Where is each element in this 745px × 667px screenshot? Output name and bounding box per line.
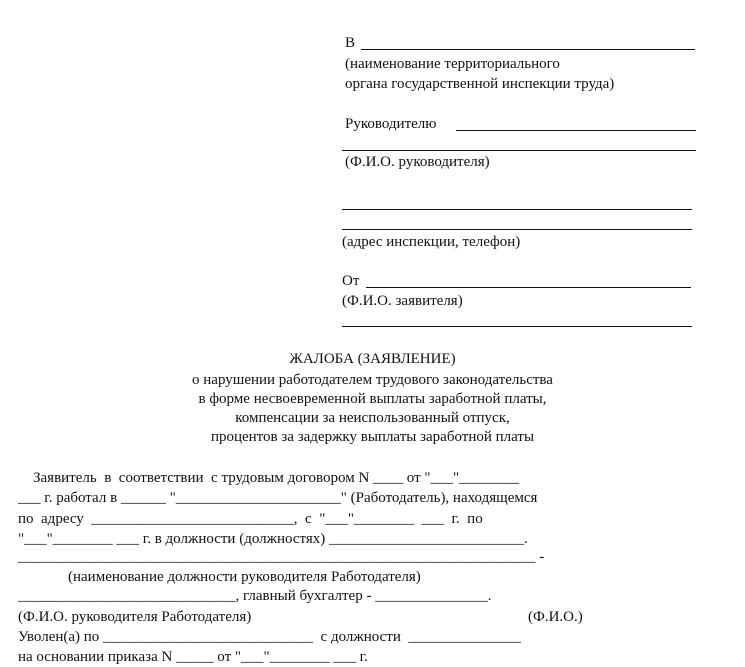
body-line4: "___"________ ___ г. в должности (должностях) __________________________. — [18, 531, 528, 547]
address-blank-2[interactable] — [342, 229, 692, 230]
document-title: ЖАЛОБА (ЗАЯВЛЕНИЕ) — [289, 351, 456, 367]
body-line7: _____________________________, главный бухгалтер - _______________. — [18, 588, 492, 604]
from-prefix: От — [342, 273, 360, 289]
body-line9: Уволен(а) по ____________________________ с должности _______________ — [18, 629, 521, 645]
body-line6: (наименование должности руководителя Работодателя) — [68, 569, 421, 585]
subtitle-line3: компенсации за неиспользованный отпуск, — [235, 410, 510, 426]
body-line2: ___ г. работал в ______ "______________________" (Работодатель), находящемся — [18, 490, 538, 506]
applicant-hint: (Ф.И.О. заявителя) — [342, 293, 463, 309]
body-line8-right: (Ф.И.О.) — [528, 609, 583, 625]
body-line5: _____________________________________________________________________ - — [18, 549, 545, 565]
body-line3: по адресу ___________________________, с "___"________ ___ г. по — [18, 511, 483, 527]
body-line1: Заявитель в соответствии с трудовым договором N ____ от "___"________ — [33, 470, 520, 486]
head-name-blank[interactable] — [456, 130, 696, 131]
address-blank-1[interactable] — [342, 209, 692, 210]
subtitle-line1: о нарушении работодателем трудового законодательства — [192, 372, 553, 388]
address-hint: (адрес инспекции, телефон) — [342, 234, 521, 250]
head-hint: (Ф.И.О. руководителя) — [345, 154, 490, 170]
subtitle-line4: процентов за задержку выплаты заработной платы — [210, 429, 535, 445]
inspection-hint-line1: (наименование территориального — [345, 56, 560, 72]
subtitle-line2: в форме несвоевременной выплаты заработной платы, — [198, 391, 547, 407]
inspection-name-blank[interactable] — [361, 49, 695, 50]
applicant-blank-2[interactable] — [342, 326, 692, 327]
applicant-name-blank[interactable] — [366, 287, 691, 288]
body-line8-left: (Ф.И.О. руководителя Работодателя) — [18, 609, 252, 625]
body-line10: на основании приказа N _____ от "___"________ ___ г. — [18, 649, 368, 665]
head-prefix: Руководителю — [345, 116, 437, 132]
inspection-hint-line2: органа государственной инспекции труда) — [345, 76, 615, 92]
to-prefix: В — [345, 35, 356, 51]
head-name-blank-2[interactable] — [342, 150, 696, 151]
